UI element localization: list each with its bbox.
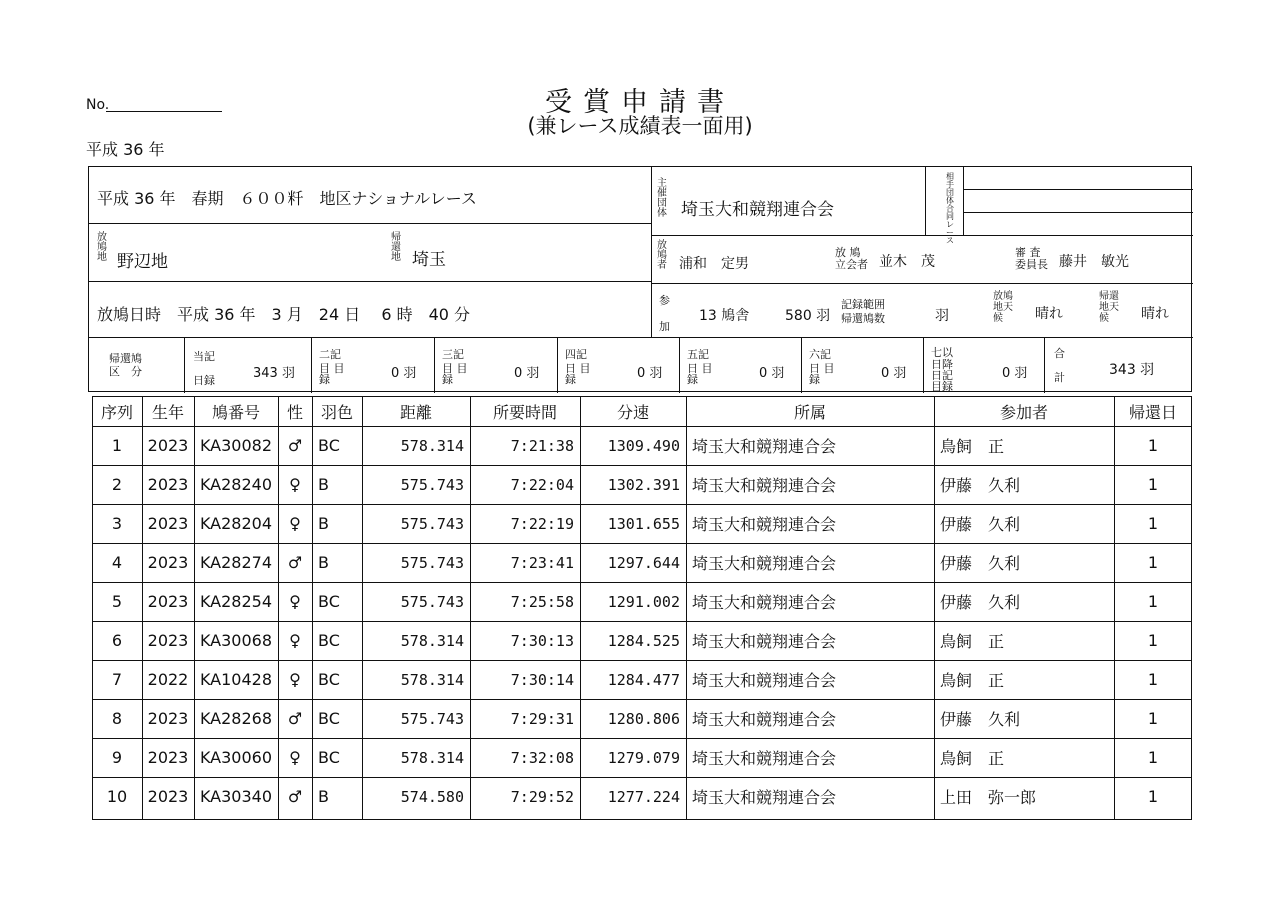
- cell-sex: ♂: [287, 787, 303, 806]
- participating-birds: 580 羽: [785, 308, 831, 324]
- cell-birth-year: 2023: [147, 787, 189, 806]
- summary-label-2: 日 目録: [565, 362, 591, 386]
- cell-distance: 578.314: [400, 631, 464, 650]
- release-datetime: 放鳩日時 平成 36 年 3 月 24 日 6 時 40 分: [97, 305, 471, 324]
- cell-flight-time: 7:30:14: [510, 670, 574, 689]
- column-header-color: 羽色: [320, 402, 353, 422]
- cell-flight-time: 7:30:13: [510, 631, 574, 650]
- cell-ring-number: KA30068: [199, 631, 273, 650]
- table-row: [92, 621, 1192, 660]
- cell-sex: ♀: [289, 475, 301, 494]
- witness-label-1: 放 鳩: [835, 246, 861, 259]
- cell-color: B: [318, 787, 329, 806]
- total-label-2: 計: [1054, 371, 1065, 384]
- cell-color: BC: [318, 670, 340, 689]
- cell-flight-time: 7:23:41: [510, 553, 574, 572]
- race-info-box: [88, 166, 1192, 392]
- summary-label-1: 三記: [442, 348, 464, 361]
- cell-birth-year: 2023: [147, 475, 189, 494]
- cell-ring-number: KA30060: [199, 748, 273, 767]
- cell-color: B: [318, 475, 329, 494]
- cell-ring-number: KA28204: [199, 514, 273, 533]
- cell-flight-time: 7:25:58: [510, 592, 574, 611]
- summary-label-2: 目 目録: [442, 362, 468, 386]
- cell-flight-time: 7:22:19: [510, 514, 574, 533]
- column-header-return-day: 帰還日: [1128, 402, 1177, 422]
- cell-ring-number: KA28254: [199, 592, 273, 611]
- summary-label-1: 当記: [193, 350, 215, 363]
- summary-value: 0 羽: [637, 366, 663, 381]
- cell-color: BC: [318, 436, 340, 455]
- cell-sex: ♂: [287, 553, 303, 572]
- return-weather: 晴れ: [1141, 306, 1169, 322]
- cell-participant: 伊藤 久利: [940, 476, 1021, 495]
- cell-distance: 574.580: [400, 787, 464, 806]
- cell-birth-year: 2023: [147, 436, 189, 455]
- cell-return-day: 1: [1147, 748, 1159, 767]
- cell-speed: 1301.655: [607, 514, 680, 533]
- column-header-distance: 距離: [399, 402, 432, 422]
- cell-rank: 3: [111, 514, 123, 533]
- table-row: [92, 504, 1192, 543]
- cell-sex: ♀: [289, 514, 301, 533]
- cell-birth-year: 2023: [147, 709, 189, 728]
- table-row: [92, 777, 1192, 816]
- summary-label-1: 二記: [319, 348, 341, 361]
- cell-rank: 2: [111, 475, 123, 494]
- cell-speed: 1291.002: [607, 592, 680, 611]
- judge-label-2: 委員長: [1015, 258, 1048, 271]
- cell-distance: 575.743: [400, 709, 464, 728]
- table-row: [92, 426, 1192, 465]
- summary-label-2: 日録: [193, 374, 215, 387]
- witness-name: 並木 茂: [879, 254, 935, 270]
- cell-rank: 8: [111, 709, 123, 728]
- cell-flight-time: 7:22:04: [510, 475, 574, 494]
- summary-label-1: 四記: [565, 348, 587, 361]
- cell-speed: 1284.477: [607, 670, 680, 689]
- cell-affiliation: 埼玉大和競翔連合会: [692, 788, 837, 807]
- cell-return-day: 1: [1147, 631, 1159, 650]
- column-header-affiliation: 所属: [793, 402, 826, 422]
- participating-lofts: 13 鳩舎: [699, 308, 750, 324]
- cell-distance: 575.743: [400, 553, 464, 572]
- cell-return-day: 1: [1147, 514, 1159, 533]
- cell-rank: 9: [111, 748, 123, 767]
- cell-color: BC: [318, 709, 340, 728]
- table-row: [92, 660, 1192, 699]
- summary-label-2: 日 目録: [809, 362, 835, 386]
- cell-sex: ♀: [289, 592, 301, 611]
- cell-ring-number: KA30340: [199, 787, 273, 806]
- summary-value: 0 羽: [514, 366, 540, 381]
- cell-participant: 鳥飼 正: [940, 437, 1005, 456]
- cell-affiliation: 埼玉大和競翔連合会: [692, 593, 837, 612]
- cell-color: BC: [318, 592, 340, 611]
- organizer-label: 主催団体: [657, 178, 667, 219]
- cell-return-day: 1: [1147, 592, 1159, 611]
- cell-affiliation: 埼玉大和競翔連合会: [692, 632, 837, 651]
- document-number-field: [106, 111, 222, 112]
- cell-affiliation: 埼玉大和競翔連合会: [692, 476, 837, 495]
- cell-rank: 7: [111, 670, 123, 689]
- release-weather-label: 放鳩地天候: [993, 291, 1013, 324]
- summary-label-1: 六記: [809, 348, 831, 361]
- cell-return-day: 1: [1147, 709, 1159, 728]
- cell-speed: 1277.224: [607, 787, 680, 806]
- race-name: 平成 36 年 春期 ６００粁 地区ナショナルレース: [97, 189, 477, 208]
- cell-flight-time: 7:32:08: [510, 748, 574, 767]
- page-title: 受賞申請書: [545, 87, 735, 118]
- division-label-2: 区 分: [109, 365, 142, 378]
- cell-distance: 575.743: [400, 475, 464, 494]
- summary-value: 0 羽: [1002, 366, 1028, 381]
- cell-sex: ♀: [289, 670, 301, 689]
- column-header-birth-year: 生年: [151, 402, 184, 422]
- return-weather-label: 帰還地天候: [1099, 291, 1119, 324]
- cell-sex: ♀: [289, 631, 301, 650]
- return-place: 埼玉: [412, 250, 446, 270]
- cell-rank: 4: [111, 553, 123, 572]
- participation-label-2: 加: [659, 320, 670, 333]
- cell-ring-number: KA28240: [199, 475, 273, 494]
- column-header-speed: 分速: [616, 402, 649, 422]
- cell-participant: 伊藤 久利: [940, 515, 1021, 534]
- participation-label-1: 参: [659, 294, 670, 307]
- cell-rank: 6: [111, 631, 123, 650]
- table-row: [92, 582, 1192, 621]
- cell-ring-number: KA28268: [199, 709, 273, 728]
- cell-birth-year: 2023: [147, 631, 189, 650]
- release-weather: 晴れ: [1035, 306, 1063, 322]
- cell-participant: 伊藤 久利: [940, 710, 1021, 729]
- cell-flight-time: 7:29:31: [510, 709, 574, 728]
- cell-return-day: 1: [1147, 436, 1159, 455]
- document-number-label: No.: [86, 97, 110, 113]
- organizer-name: 埼玉大和競翔連合会: [681, 200, 834, 220]
- cell-ring-number: KA10428: [199, 670, 273, 689]
- cell-affiliation: 埼玉大和競翔連合会: [692, 437, 837, 456]
- witness-label-2: 立会者: [835, 258, 868, 271]
- cell-ring-number: KA28274: [199, 553, 273, 572]
- cell-rank: 1: [111, 436, 123, 455]
- cell-rank: 10: [106, 787, 128, 806]
- cell-color: BC: [318, 748, 340, 767]
- cell-participant: 上田 弥一郎: [940, 788, 1037, 807]
- cell-speed: 1280.806: [607, 709, 680, 728]
- joint-race-label: 相手団体合同レース: [946, 172, 954, 245]
- cell-color: B: [318, 514, 329, 533]
- cell-return-day: 1: [1147, 475, 1159, 494]
- summary-value: 0 羽: [391, 366, 417, 381]
- column-header-participant: 参加者: [999, 402, 1048, 422]
- cell-color: BC: [318, 631, 340, 650]
- cell-speed: 1309.490: [607, 436, 680, 455]
- cell-birth-year: 2023: [147, 553, 189, 572]
- cell-speed: 1297.644: [607, 553, 680, 572]
- cell-ring-number: KA30082: [199, 436, 273, 455]
- judge-label-1: 審 査: [1015, 246, 1041, 259]
- release-place: 野辺地: [117, 252, 168, 272]
- column-header-ring-number: 鳩番号: [211, 402, 260, 422]
- page-subtitle: (兼レース成績表一面用): [527, 114, 753, 138]
- record-range-unit: 羽: [935, 308, 949, 324]
- table-row: [92, 465, 1192, 504]
- summary-value: 0 羽: [759, 366, 785, 381]
- cell-distance: 578.314: [400, 670, 464, 689]
- cell-affiliation: 埼玉大和競翔連合会: [692, 710, 837, 729]
- cell-participant: 伊藤 久利: [940, 554, 1021, 573]
- cell-participant: 鳥飼 正: [940, 749, 1005, 768]
- cell-flight-time: 7:21:38: [510, 436, 574, 455]
- summary-label-2: 目 目録: [319, 362, 345, 386]
- judge-name: 藤井 敏光: [1059, 254, 1129, 270]
- table-row: [92, 699, 1192, 738]
- release-place-label: 放鳩地: [97, 232, 107, 263]
- results-table: [92, 396, 1192, 820]
- cell-participant: 伊藤 久利: [940, 593, 1021, 612]
- cell-speed: 1284.525: [607, 631, 680, 650]
- table-row: [92, 543, 1192, 582]
- table-row: [92, 738, 1192, 777]
- division-label-1: 帰還鳩: [109, 352, 142, 365]
- cell-sex: ♂: [287, 436, 303, 455]
- summary-label-2: 日降 日記 目録: [931, 358, 953, 393]
- cell-distance: 578.314: [400, 436, 464, 455]
- total-value: 343 羽: [1109, 362, 1155, 378]
- cell-affiliation: 埼玉大和競翔連合会: [692, 515, 837, 534]
- cell-affiliation: 埼玉大和競翔連合会: [692, 749, 837, 768]
- record-range-label-1: 記録範囲: [841, 298, 885, 311]
- cell-return-day: 1: [1147, 787, 1159, 806]
- summary-label-1: 七以: [931, 346, 953, 359]
- year-label: 平成 36 年: [86, 140, 165, 159]
- cell-affiliation: 埼玉大和競翔連合会: [692, 554, 837, 573]
- summary-value: 0 羽: [881, 366, 907, 381]
- cell-flight-time: 7:29:52: [510, 787, 574, 806]
- cell-birth-year: 2023: [147, 748, 189, 767]
- releaser-name: 浦和 定男: [679, 256, 749, 272]
- cell-birth-year: 2023: [147, 514, 189, 533]
- cell-participant: 鳥飼 正: [940, 671, 1005, 690]
- column-header-rank: 序列: [100, 402, 133, 422]
- column-header-sex: 性: [286, 402, 303, 422]
- cell-distance: 575.743: [400, 592, 464, 611]
- total-label-1: 合: [1054, 347, 1065, 360]
- cell-affiliation: 埼玉大和競翔連合会: [692, 671, 837, 690]
- releaser-label: 放鳩者: [657, 240, 667, 271]
- cell-distance: 575.743: [400, 514, 464, 533]
- cell-return-day: 1: [1147, 553, 1159, 572]
- cell-return-day: 1: [1147, 670, 1159, 689]
- cell-sex: ♀: [289, 748, 301, 767]
- column-header-flight-time: 所要時間: [492, 402, 557, 422]
- cell-birth-year: 2022: [147, 670, 189, 689]
- cell-participant: 鳥飼 正: [940, 632, 1005, 651]
- return-place-label: 帰還地: [391, 232, 401, 263]
- cell-sex: ♂: [287, 709, 303, 728]
- cell-distance: 578.314: [400, 748, 464, 767]
- record-range-label-2: 帰還鳩数: [841, 312, 885, 325]
- cell-rank: 5: [111, 592, 123, 611]
- summary-value: 343 羽: [253, 366, 295, 381]
- cell-birth-year: 2023: [147, 592, 189, 611]
- cell-color: B: [318, 553, 329, 572]
- cell-speed: 1279.079: [607, 748, 680, 767]
- cell-speed: 1302.391: [607, 475, 680, 494]
- summary-label-1: 五記: [687, 348, 709, 361]
- summary-label-2: 日 目録: [687, 362, 713, 386]
